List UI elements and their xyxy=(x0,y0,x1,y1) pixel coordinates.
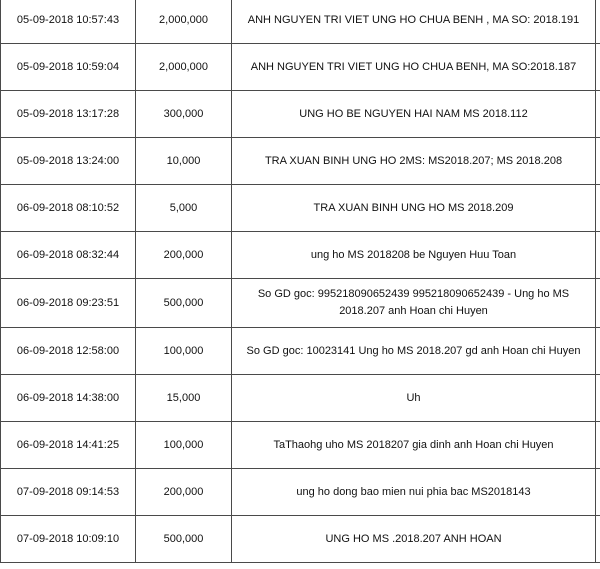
date-cell: 06-09-2018 14:41:25 xyxy=(1,422,136,469)
date-cell: 05-09-2018 10:57:43 xyxy=(1,0,136,44)
date-cell: 07-09-2018 10:09:10 xyxy=(1,516,136,563)
table-row xyxy=(1,279,600,328)
description-cell: Uh xyxy=(232,375,596,422)
date-cell: 06-09-2018 08:10:52 xyxy=(1,185,136,232)
amount-cell: 500,000 xyxy=(136,279,232,328)
table-row xyxy=(1,232,600,279)
table-row xyxy=(1,185,600,232)
table-row xyxy=(1,422,600,469)
amount-cell: 100,000 xyxy=(136,328,232,375)
edge-cell xyxy=(596,185,600,232)
date-cell: 06-09-2018 12:58:00 xyxy=(1,328,136,375)
edge-cell xyxy=(596,375,600,422)
table-row xyxy=(1,328,600,375)
description-cell: ung ho MS 2018208 be Nguyen Huu Toan xyxy=(232,232,596,279)
amount-cell: 10,000 xyxy=(136,138,232,185)
description-cell: TaThaohg uho MS 2018207 gia dinh anh Hoan chi Huyen xyxy=(232,422,596,469)
table-row xyxy=(1,44,600,91)
date-cell: 07-09-2018 09:14:53 xyxy=(1,469,136,516)
edge-cell xyxy=(596,232,600,279)
date-cell: 06-09-2018 08:32:44 xyxy=(1,232,136,279)
edge-cell xyxy=(596,328,600,375)
description-cell: UNG HO MS .2018.207 ANH HOAN xyxy=(232,516,596,563)
date-cell: 05-09-2018 10:59:04 xyxy=(1,44,136,91)
amount-cell: 200,000 xyxy=(136,232,232,279)
amount-cell: 500,000 xyxy=(136,516,232,563)
amount-cell: 2,000,000 xyxy=(136,44,232,91)
description-cell: So GD goc: 995218090652439 995218090652439 - Ung ho MS 2018.207 anh Hoan chi Huyen xyxy=(232,279,596,328)
edge-cell xyxy=(596,91,600,138)
description-cell: TRA XUAN BINH UNG HO MS 2018.209 xyxy=(232,185,596,232)
edge-cell xyxy=(596,44,600,91)
date-cell: 06-09-2018 09:23:51 xyxy=(1,279,136,328)
edge-cell xyxy=(596,516,600,563)
edge-cell xyxy=(596,138,600,185)
edge-cell xyxy=(596,469,600,516)
date-cell: 06-09-2018 14:38:00 xyxy=(1,375,136,422)
table-row xyxy=(1,469,600,516)
description-cell: ANH NGUYEN TRI VIET UNG HO CHUA BENH , MA SO: 2018.191 xyxy=(232,0,596,44)
amount-cell: 15,000 xyxy=(136,375,232,422)
edge-cell xyxy=(596,0,600,44)
edge-cell xyxy=(596,279,600,328)
amount-cell: 100,000 xyxy=(136,422,232,469)
table-row xyxy=(1,138,600,185)
description-cell: ung ho dong bao mien nui phia bac MS2018143 xyxy=(232,469,596,516)
description-cell: ANH NGUYEN TRI VIET UNG HO CHUA BENH, MA SO:2018.187 xyxy=(232,44,596,91)
description-cell: TRA XUAN BINH UNG HO 2MS: MS2018.207; MS 2018.208 xyxy=(232,138,596,185)
table-row xyxy=(1,91,600,138)
description-cell: So GD goc: 10023141 Ung ho MS 2018.207 gd anh Hoan chi Huyen xyxy=(232,328,596,375)
amount-cell: 300,000 xyxy=(136,91,232,138)
amount-cell: 2,000,000 xyxy=(136,0,232,44)
edge-cell xyxy=(596,422,600,469)
table-row xyxy=(1,516,600,563)
date-cell: 05-09-2018 13:24:00 xyxy=(1,138,136,185)
table-row xyxy=(1,0,600,44)
table-row xyxy=(1,375,600,422)
amount-cell: 200,000 xyxy=(136,469,232,516)
amount-cell: 5,000 xyxy=(136,185,232,232)
description-cell: UNG HO BE NGUYEN HAI NAM MS 2018.112 xyxy=(232,91,596,138)
date-cell: 05-09-2018 13:17:28 xyxy=(1,91,136,138)
